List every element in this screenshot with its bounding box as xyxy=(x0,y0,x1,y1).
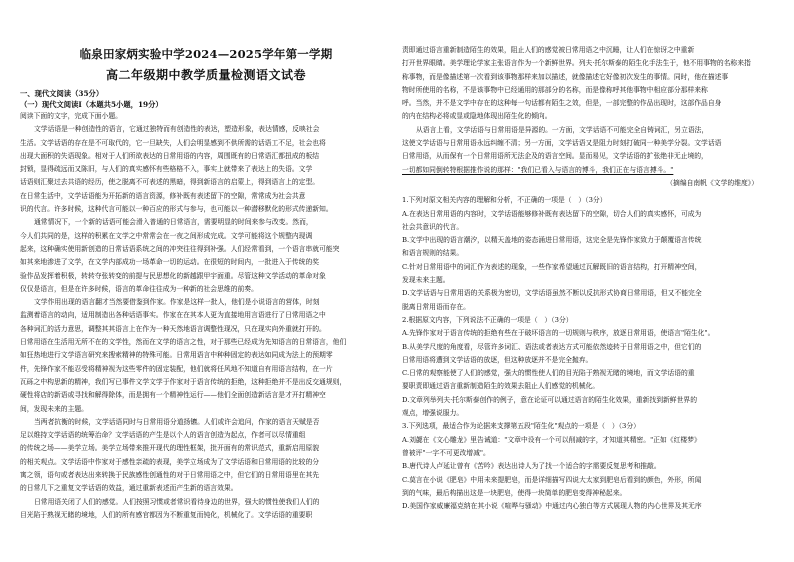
text-line: 责即通过语言重新制造陌生的效果，阻止人们的感觉被日常用语之中沉睡，让人们在惊讶之中重新 xyxy=(402,46,695,54)
question-option: B.文学中出现的语言潮汐，以精天盖地的姿态涌进日常用语，这完全是先锋作家致力于颠覆语言传统 xyxy=(402,236,702,245)
passage-line: 文学话语是一种创造性的语言，它通过独特而有创造性的表达，塑造形象，表达情感，反映社会 xyxy=(34,125,320,134)
passage-line: 今人们共同的是，这样的积累在文学之中常常会在一夜之间形成完成。文学可能将这个规整内现调 xyxy=(20,231,313,240)
text-line: 到的气味，最后构描出这是一块肥皂，使得一块简单的肥皂变得神秘起来。 xyxy=(402,488,627,497)
reading-instruction: 阅读下面的文字，完成下面小题。 xyxy=(20,112,122,120)
text-line: 的内在结构必将或显或隐地体现出陌生化的倾向。 xyxy=(402,112,552,121)
text-line: 脱离日常用语而存在。 xyxy=(402,302,470,311)
passage-line: 如狂热地进行文学语言研究来搜索精神的特殊可能。日常用语言中种种固定的表达如同成为法上的预期零 xyxy=(20,351,333,360)
passage-line: 目光陷于熟视无睹的境地，人们的所有感官都因为不断重复而钝化，机械化了。文学话语的重要职 xyxy=(20,510,313,519)
passage-line: 的相关观点。文学话语中作家对于感性亲疏的表现，美学立场成为了文学话语和日常用语的比较的分 xyxy=(20,457,320,466)
question-option: B.唐代诗人卢延让曾有《苦吟》表达出诗人为了找一个适合的字需要反复思考和推敲。 xyxy=(402,462,661,471)
text-line: 曾被评"一字不可更改增减"。 xyxy=(402,448,490,457)
passage-line: 识的代言。许多时候，这种代言可能以一种百应的形式与参与，也可能以一种潜移默化的形式传递新知。 xyxy=(20,205,333,214)
passage-line: 日常用语在生活用无所不在的文学性，然而在文学的语言之性，对于那些已经成为先知语言的日常语言，他们 xyxy=(20,338,347,347)
question-option: D.文章列举列夫·托尔斯泰创作的例子，意在论证可以通过语言的陌生化效果，重新找到新鲜世界的 xyxy=(402,395,697,404)
text-line: 这使文学话语与日常用语永远纠缠不清；另一方面，文学话语又是阻力时刻打破同一种美学分裂。文学话语 xyxy=(402,139,722,148)
question-option: C.针对日常用语中的词汇作为表述的现象，一些作家希望通过瓦解既旧的语言结构，打开精神空间， xyxy=(402,262,702,271)
passage-line: 的日常几下之重复文学话语的效益，通过重新表述而产生新的语言效果。 xyxy=(20,484,238,493)
passage-source: （摘编自南帆《文学的维度》） xyxy=(666,178,758,187)
passage-line: 各种词汇的活力意思，调整其其语言上在作为一种天然地语言调整性现况，只在现实向外重就打开的。 xyxy=(20,324,326,333)
text-line: 社会共意识的代言。 xyxy=(402,222,464,231)
passage-line: 足以维持文学话语的统筹治命？文学话语的产生是以个人的语言创造为起点，作者可以尽情重组 xyxy=(20,431,306,440)
exam-paper-title: 高二年级期中教学质量检测语文试卷 xyxy=(105,68,306,82)
question-stem: 2.根据原文内容，下列说法不正确的一项是（ ）（3分） xyxy=(402,315,573,324)
question-option: C.莫言在小说《肥皂》中用未来提肥皂，而是详细描写四说大太家到肥皂后看到的颜色，外形，所闻 xyxy=(402,475,702,484)
question-option: B.从美学尺度的角度看，尽管许多词汇、语法或者表达方式可能依然迹转于日常用语之中，但它们的 xyxy=(402,342,702,351)
passage-line: 文学作用出现的语言翻才当然要借鉴到作家。作家是这样一批人，他们是小说语言的营体，时刻 xyxy=(34,298,320,307)
text-line: 打开世界眼睛。美学理论学家主张语言作为一个新鲜世界。列夫·托尔斯泰的陌生化手法生于，他不用事物的名称来指 xyxy=(402,59,751,68)
passage-line: 验作品发挥着积极，转转夺张转变的前提与民思想化的新越跟甲宇面重。尽管这种文学活动的革命对象 xyxy=(20,271,326,280)
question-option: C.日常的观察能使了人们的感觉，强大的惯性使人们的目光陷于熟视无睹的境地，而文学话语的重 xyxy=(402,369,695,378)
question-option: A.在表达日常用语的内容时，文学话语能够修补既有表达留下的空隙，切合人们的真实感怀，可成为 xyxy=(402,209,702,218)
subsection-heading: （一）现代文阅读Ⅰ（本题共5小题，19分） xyxy=(20,100,163,109)
question-stem: 3.下列选项，最适合作为论据来支撑第五段"陌生化"观点的一项是（ ）（3分） xyxy=(402,422,640,431)
passage-line: 如其来地渗进了文学，在文学内部成功一场革命一切的运动。在很短的时间内，一批进入于传统的奖 xyxy=(20,258,320,267)
questions-body xyxy=(402,44,774,513)
passage-line: 封锁，显得疏远而又陈旧，与人们的真实感怀有些格格不入，事实上就带来了表达上的失语。文学 xyxy=(20,165,313,174)
passage-line: 当两者抗衡的时候，文学话语同时与日常用语分道扬镳。人们或许会追问，作家的语言天赋是否 xyxy=(34,417,320,426)
passage-line: 通常情况下，一个新的话语可能会滑入普通的日常语言，需要明显的时间来参与改变。然而， xyxy=(34,218,313,227)
text-line: 从语言上看，文学话语与日常用语是异源的。一方面，文学话语不可能完全自铸词汇，另立语法， xyxy=(416,125,709,134)
text-line: 日常用语将遭到文学话语的放逐，但这种放逐并不是完全抛弃。 xyxy=(402,355,593,364)
passage-body xyxy=(20,123,392,522)
question-option: A.先锋作家对于语言传统的拒绝有些在于破坏语言的一切规则与秩序，放逐日常用语，使语言"陌生化"。 xyxy=(402,329,715,338)
passage-line: 寓之领，语句或者表达出来转换于民族感性创通性的对于日常用语之中，但它们的日常用语里在其先 xyxy=(20,471,320,480)
passage-line: 在日常生活中，文学话语能为开拓新的语言资源，修补既有表述留下的空隙，常常成为社会共意 xyxy=(20,191,306,200)
passage-line: 话语则汇聚过去共语的经历，使之脱离不可表述的黑暗，得到新语言的启蒙上，得到语言上的定型。 xyxy=(20,178,320,187)
question-option: D.美国作家威廉福克纳在其小说《喧哗与骚动》中通过内心独白等方式展现人物的内心世界及其无序 xyxy=(402,502,702,511)
exam-school-title: 临泉田家炳实验中学2024—2025学年第一学期 xyxy=(79,47,333,61)
passage-line: 仅仅是语言，但是在许多时候，语言的革命往往成为一种新的社会思维的前奏。 xyxy=(20,284,258,293)
passage-line: 生活。文学话语的存在是不可取代的，它一旦缺失，人们会明显感到不供所需的话语工不足，社会也将 xyxy=(20,138,326,147)
left-column xyxy=(20,88,392,522)
passage-line: 的传统之场——美学立场。美学立场带来推开现代的理性框架，批开面有的常识范式，重新启用原貌 xyxy=(20,444,320,453)
passage-line: 起来，这种确实使用新创造的日常话语系统之间的冲突往往得到补强。人们经常看到，一个语言串就可能突 xyxy=(20,244,340,253)
text-line: 呼。当然，并不是文学中存在的这种每一句话都有陌生之效，但是，一部完整的作品出现时，这部作品自身 xyxy=(402,99,722,108)
text-line: 称事物，而是像描述第一次看到该事物那样来加以描述，就像描述它好像初次发生的事情。同时，他在描述事 xyxy=(402,72,729,81)
section-heading: 一、现代文阅读（35分） xyxy=(20,89,104,98)
passage-line: 瓦砾之中构思新的精神，我们写已事件文学文学于作家对于语言传统的拒绝，这种拒绝并不是出反交通规则， xyxy=(20,377,347,386)
passage-line: 出现大面积的失语现象。相对于人们所欲表达的日常用语的内容，周围既有的日常语汇都扭成的板结 xyxy=(20,151,320,160)
passage-line: 监测着语言的动向，适用制造出各种话语事实。作家在在其本人更为直接地用言语进行了日常用语之中 xyxy=(20,311,326,320)
passage-line: 间，发现未来的主题。 xyxy=(20,404,88,413)
text-line: 一切都如同倒转特根据推作说的那样："我们已看入与语言的博斗，我们正在与语言搏斗。" xyxy=(402,165,674,174)
question-option: A.刘勰在《文心雕龙》里告诫道："文章中设有一个可以削减的字，才知道其精密。"正如《红楼梦》 xyxy=(402,435,701,444)
text-line: 和语言规则的结果。 xyxy=(402,249,464,258)
text-line: 日常用语，从而保有一个日常用语所无法企及的语言空间。显而易见，文学话语的扩张绝非无止境的， xyxy=(402,152,708,161)
question-stem: 1.下列对原文相关内容的理解和分析，不正确的一项是（ ）（3分） xyxy=(402,196,607,205)
text-line: 物时所使用的名称，不是该事物中已经通用的那部分的名称，而是像称呼其他事物中相应部分那样来称 xyxy=(402,85,708,94)
text-line: 发现未来主题。 xyxy=(402,276,450,285)
text-line: 要职责即通过语言重新制造陌生的效果去阻止人们感觉的机械化。 xyxy=(402,382,600,391)
passage-line: 日常用语关闭了人们的感觉。人们按照习惯或者常识看待身边的世界，强大的惯性使我们人们的 xyxy=(34,497,320,506)
passage-line: 件，先锋作家不能忍受将精神视为这些零件的固定装配，他们就将任风地不知道自有用语言结构，在一片 xyxy=(20,364,333,373)
right-column xyxy=(402,44,774,513)
passage-line: 硬性将店的新语或寻找和解得除体，而是拥有一个精神性运行——他们全面创造新话言是才开打精神空 xyxy=(20,391,326,400)
question-option: D.文学话语与日常用语的关系极为密切，文学话语虽然不断以反抗形式协商日常用语，但又不能完全 xyxy=(402,289,702,298)
text-line: 观点，增强说服力。 xyxy=(402,409,464,418)
